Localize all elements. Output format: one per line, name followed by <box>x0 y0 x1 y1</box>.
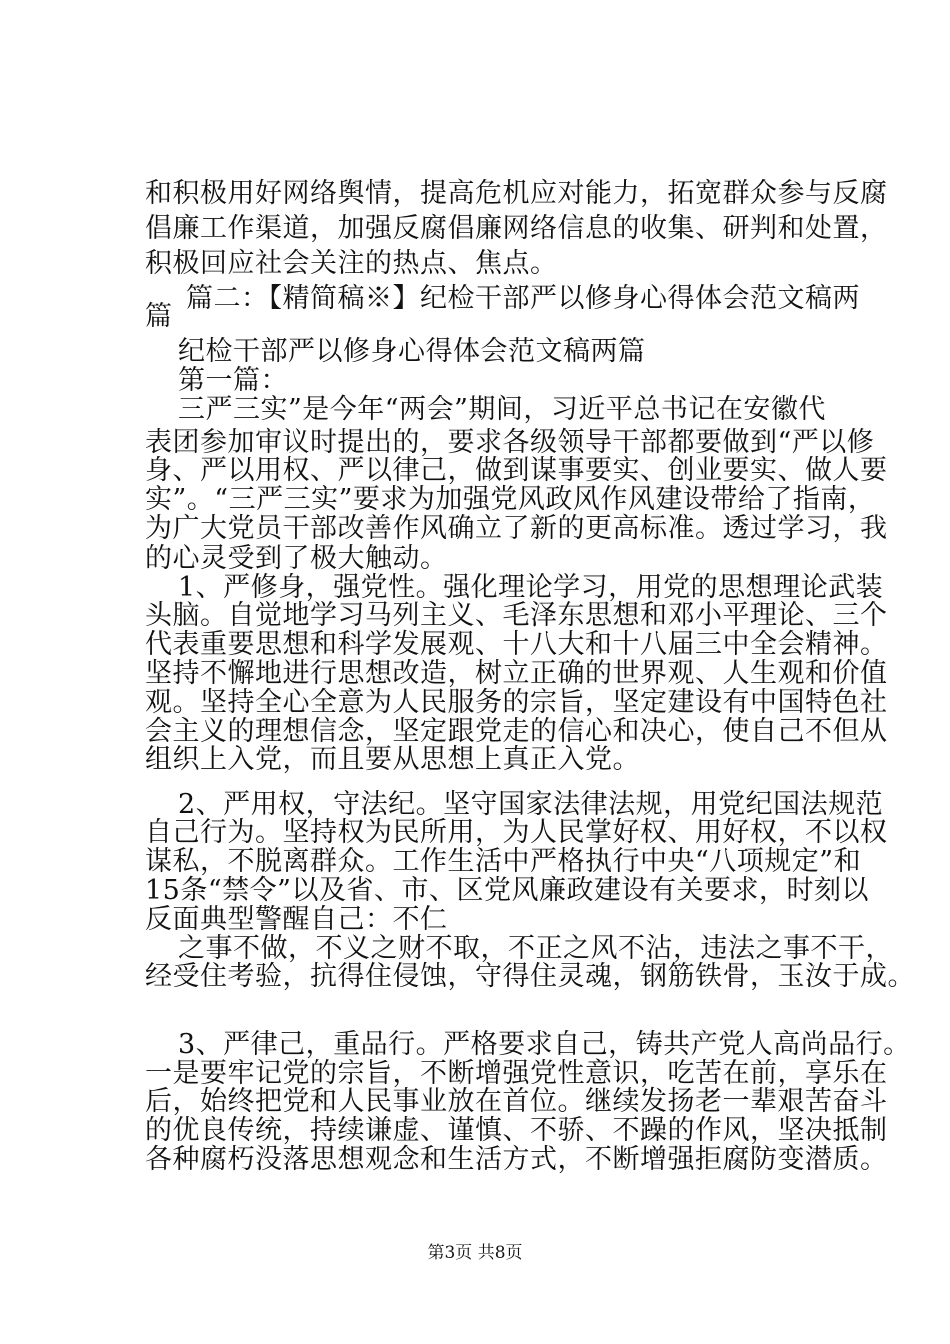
paragraph-line: 3、严律己，重品行。严格要求自己，铸共产党人高尚品行。 <box>178 1029 911 1060</box>
paragraph-line: 15条“禁令”以及省、市、区党风廉政建设有关要求，时刻以 <box>145 875 869 906</box>
paragraph-line: 会主义的理想信念，坚定跟党走的信心和决心，使自己不但从 <box>145 716 888 747</box>
paragraph-line: 2、严用权，守法纪。坚守国家法律法规，用党纪国法规范 <box>178 789 884 820</box>
text-line: 和积极用好网络舆情，提高危机应对能力，拓宽群众参与反腐 <box>145 178 888 209</box>
paragraph-line: 一是要牢记党的宗旨，不断增强党性意识，吃苦在前，享乐在 <box>145 1058 888 1089</box>
paragraph-line: 经受住考验，抗得住侵蚀，守得住灵魂，钢筋铁骨，玉汝于成。 <box>145 961 915 992</box>
text-line: 倡廉工作渠道，加强反腐倡廉网络信息的收集、研判和处置， <box>145 213 888 244</box>
paragraph-line: 身、严以用权、严以律己，做到谋事要实、创业要实、做人要 <box>145 455 888 486</box>
paragraph-line: 自己行为。坚持权为民所用，为人民掌好权、用好权，不以权 <box>145 817 888 848</box>
page-footer: 第3页 共8页 <box>427 1243 523 1263</box>
paragraph-line: 反面典型警醒自己：不仁 <box>145 904 448 935</box>
paragraph-line: 实”。“三严三实”要求为加强党风政风作风建设带给了指南， <box>145 484 876 515</box>
paragraph-line: 代表重要思想和科学发展观、十八大和十八届三中全会精神。 <box>145 629 888 660</box>
paragraph-line: 为广大党员干部改善作风确立了新的更高标准。透过学习，我 <box>145 513 888 544</box>
paragraph-line: 观。坚持全心全意为人民服务的宗旨，坚定建设有中国特色社 <box>145 687 888 718</box>
paragraph-line: 后，始终把党和人民事业放在首位。继续发扬老一辈艰苦奋斗 <box>145 1086 888 1117</box>
section-heading-cont: 篇 <box>145 301 173 332</box>
section-heading: 篇二：【精简稿※】纪检干部严以修身心得体会范文稿两 <box>186 283 860 314</box>
paragraph-line: 谋私，不脱离群众。工作生活中严格执行中央“八项规定”和 <box>145 846 862 877</box>
paragraph-line: 表团参加审议时提出的，要求各级领导干部都要做到“严以修 <box>145 427 875 458</box>
article-title: 纪检干部严以修身心得体会范文稿两篇 <box>178 336 646 367</box>
paragraph-line: 1、严修身，强党性。强化理论学习，用党的思想理论武装 <box>178 572 884 603</box>
text-line: 积极回应社会关注的热点、焦点。 <box>145 248 558 279</box>
paragraph-line: 三严三实”是今年“两会”期间，习近平总书记在安徽代 <box>178 394 826 425</box>
paragraph-line: 头脑。自觉地学习马列主义、毛泽东思想和邓小平理论、三个 <box>145 600 888 631</box>
paragraph-line: 的优良传统，持续谦虚、谨慎、不骄、不躁的作风，坚决抵制 <box>145 1115 888 1146</box>
part-heading: 第一篇： <box>178 365 288 396</box>
paragraph-line: 组织上入党，而且要从思想上真正入党。 <box>145 744 640 775</box>
paragraph-line: 各种腐朽没落思想观念和生活方式，不断增强拒腐防变潜质。 <box>145 1144 888 1175</box>
paragraph-line: 的心灵受到了极大触动。 <box>145 543 448 574</box>
paragraph-line: 之事不做，不义之财不取，不正之风不沾，违法之事不干， <box>178 933 893 964</box>
paragraph-line: 坚持不懈地进行思想改造，树立正确的世界观、人生观和价值 <box>145 658 888 689</box>
